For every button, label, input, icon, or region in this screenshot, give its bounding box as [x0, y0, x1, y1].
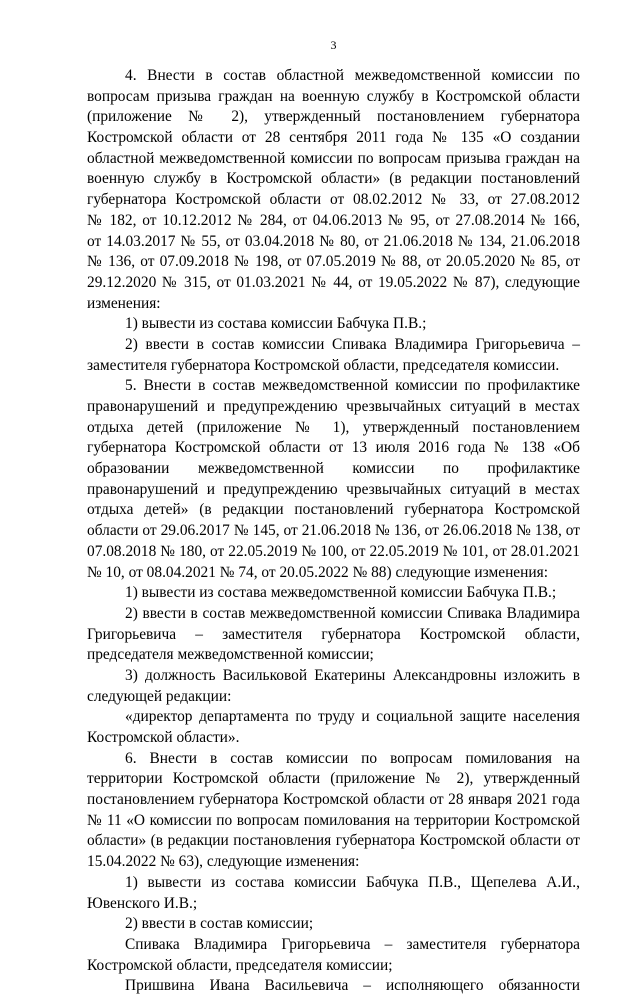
text-line: 1) вывести из состава комиссии Бабчука П.В.;	[125, 315, 427, 333]
paragraph	[87, 604, 580, 666]
text-line: следующей редакции:	[87, 687, 232, 705]
text-line: (приложение № 2), утвержденный постановлением губернатора	[87, 108, 580, 126]
text-line: областной межведомственной комиссии по вопросам призыва граждан на	[87, 149, 580, 167]
paragraph	[87, 335, 580, 376]
text-line: Костромской области».	[87, 729, 240, 746]
text-line: 5. Внести в состав межведомственной комиссии по профилактике	[125, 377, 580, 395]
text-line: Григорьевича – заместителя губернатора Костромской области,	[87, 625, 580, 643]
text-line: отдыха детей» (в редакции постановлений губернатора Костромской	[87, 501, 580, 519]
text-line: постановлением губернатора Костромской области от 28 января 2021 года	[87, 791, 580, 809]
paragraph	[87, 873, 580, 914]
text-line: 4. Внести в состав областной межведомственной комиссии по	[125, 67, 580, 84]
text-line: Костромской области от 28 сентября 2011 года № 135 «О создании	[87, 129, 580, 147]
text-line: № 182, от 10.12.2012 № 284, от 04.06.2013 № 95, от 27.08.2014 № 166,	[87, 211, 580, 229]
page-number: 3	[330, 38, 337, 52]
text-line: «директор департамента по труду и социальной защите населения	[125, 708, 580, 726]
paragraph	[87, 749, 580, 873]
document-body	[87, 66, 580, 997]
text-line: Костромской области, председателя комиссии;	[87, 956, 393, 974]
text-line: вопросам призыва граждан на военную службу в Костромской области	[87, 87, 580, 105]
paragraph	[87, 314, 580, 335]
text-line: правонарушений и предупреждению чрезвычайных ситуаций в местах	[87, 480, 580, 498]
text-line: Спивака Владимира Григорьевича – заместителя губернатора	[125, 935, 580, 953]
text-line: председателя межведомственной комиссии;	[87, 646, 374, 664]
text-line: 15.04.2022 № 63), следующие изменения:	[87, 853, 360, 871]
text-line: изменения:	[87, 294, 161, 312]
paragraph	[87, 376, 580, 583]
text-line: заместителя губернатора Костромской области, председателя комиссии.	[87, 356, 560, 374]
text-line: № 10, от 08.04.2021 № 74, от 20.05.2022 № 88) следующие изменения:	[87, 563, 548, 581]
document-page	[87, 38, 580, 997]
text-line: № 11 «О комиссии по вопросам помилования на территории Костромской	[87, 811, 580, 829]
paragraph	[87, 935, 580, 976]
paragraph	[87, 707, 580, 748]
text-line: от 14.03.2017 № 55, от 03.04.2018 № 80, от 21.06.2018 № 134, 21.06.2018	[87, 232, 580, 250]
text-line: образовании межведомственной комиссии по профилактике	[87, 460, 580, 478]
text-line: Пришвина Ивана Васильевича – исполняющего обязанности	[125, 977, 580, 995]
paragraph	[87, 914, 580, 935]
text-line: 07.08.2018 № 180, от 22.05.2019 № 100, от 22.05.2019 № 101, от 28.01.2021	[87, 542, 580, 560]
text-line: губернатора Костромской области от 13 июля 2016 года № 138 «Об	[87, 439, 580, 457]
text-line: области» (в редакции постановления губернатора Костромской области от	[87, 832, 580, 850]
text-line: территории Костромской области (приложение № 2), утвержденный	[87, 770, 580, 788]
text-line: 2) ввести в состав комиссии;	[125, 915, 314, 933]
paragraph	[87, 66, 580, 314]
text-line: военную службу в Костромской области» (в редакции постановлений	[87, 170, 580, 188]
paragraph	[87, 666, 580, 707]
text-line: № 136, от 07.09.2018 № 198, от 07.05.2019 № 88, от 20.05.2020 № 85, от	[87, 253, 580, 271]
paragraph	[87, 583, 580, 604]
text-line: 1) вывести из состава межведомственной комиссии Бабчука П.В.;	[125, 584, 557, 602]
text-line: 6. Внести в состав комиссии по вопросам помилования на	[125, 749, 580, 767]
text-line: 2) ввести в состав межведомственной комиссии Спивака Владимира	[125, 604, 580, 622]
text-line: 1) вывести из состава комиссии Бабчука П.В., Щепелева А.И.,	[125, 873, 580, 891]
text-line: области от 29.06.2017 № 145, от 21.06.2018 № 136, от 26.06.2018 № 138, от	[87, 522, 580, 540]
text-line: правонарушений и предупреждению чрезвычайных ситуаций в местах	[87, 398, 580, 415]
text-line: 3) должность Васильковой Екатерины Александровны изложить в	[125, 666, 580, 684]
text-line: губернатора Костромской области от 08.02.2012 № 33, от 27.08.2012	[87, 191, 580, 209]
text-line: отдыха детей (приложение № 1), утвержденный постановлением	[87, 418, 580, 436]
text-line: Ювенского И.В.;	[87, 894, 198, 912]
text-line: 2) ввести в состав комиссии Спивака Владимира Григорьевича –	[125, 335, 580, 353]
text-line: 29.12.2020 № 315, от 01.03.2021 № 44, от 19.05.2022 № 87), следующие	[87, 273, 580, 291]
paragraph	[87, 976, 580, 997]
